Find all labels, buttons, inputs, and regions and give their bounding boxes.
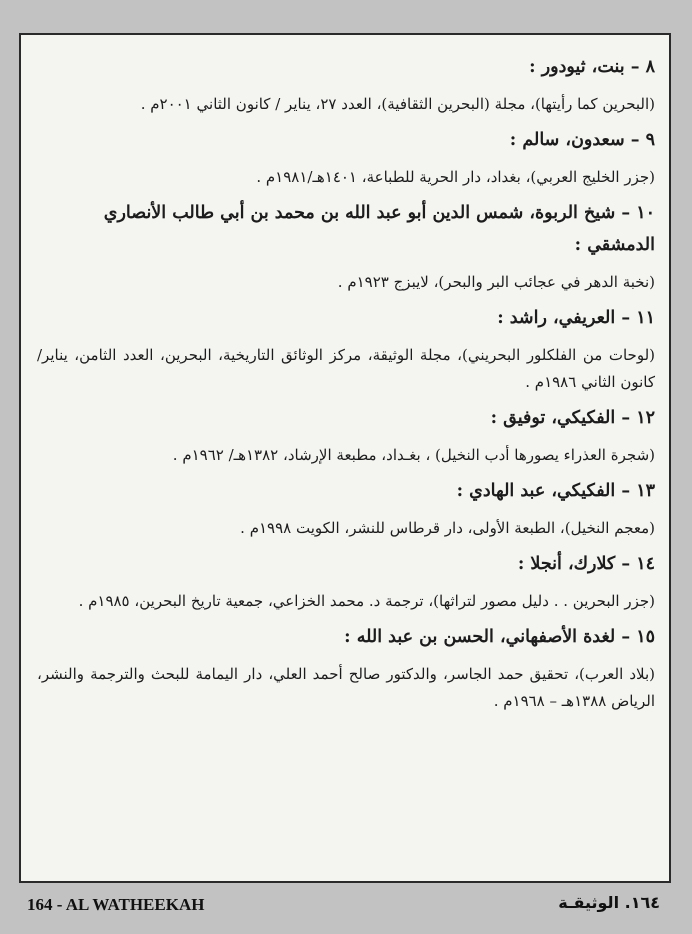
entry-heading: ١٥ – لغدة الأصفهاني، الحسن بن عبد الله : xyxy=(344,627,655,647)
entry-reference: (معجم النخيل)، الطبعة الأولى، دار قرطاس للنشر، الكويت ١٩٩٨م . xyxy=(240,519,655,537)
entry-reference: (البحرين كما رأيتها)، مجلة (البحرين الثقافية)، العدد ٢٧، يناير / كانون الثاني ٢٠٠١م . xyxy=(140,95,655,113)
bibliography-entry-12 xyxy=(37,402,655,469)
page-footer xyxy=(0,887,692,927)
bibliography-entry-11 xyxy=(37,302,655,396)
entry-heading: ٩ – سعدون، سالم : xyxy=(509,130,655,150)
bibliography-entry-9 xyxy=(37,124,655,191)
bibliography-entry-10 xyxy=(37,197,655,296)
entry-heading: ١٤ – كلارك، أنجلا : xyxy=(517,554,655,574)
bibliography-list xyxy=(37,51,655,721)
footer-page-label-latin: 164 - AL WATHEEKAH xyxy=(27,895,205,914)
content-frame xyxy=(19,33,671,883)
footer-page-label-arabic: ١٦٤. الوثيقـة xyxy=(558,893,660,912)
entry-heading: ١٢ – الفكيكي، توفيق : xyxy=(490,408,655,428)
entry-heading: ١١ – العريفي، راشد : xyxy=(497,308,655,328)
entry-heading: ٨ – بنت، ثيودور : xyxy=(529,57,655,77)
entry-reference: (نخبة الدهر في عجائب البر والبحر)، لايبزج ١٩٢٣م . xyxy=(337,273,655,291)
entry-heading: ١٠ – شيخ الربوة، شمس الدين أبو عبد الله بن محمد بن أبي طالب الأنصاري الدمشقي : xyxy=(103,203,655,255)
bibliography-entry-15 xyxy=(37,621,655,715)
bibliography-entry-14 xyxy=(37,548,655,615)
bibliography-entry-8 xyxy=(37,51,655,118)
entry-reference: (بلاد العرب)، تحقيق حمد الجاسر، والدكتور صالح أحمد العلي، دار اليمامة للبحث والترجمة والنشر، الرياض ١٣٨٨هـ – ١٩٦٨م . xyxy=(37,665,655,710)
entry-reference: (شجرة العذراء يصورها أدب النخيل) ، بغـداد، مطبعة الإرشاد، ١٣٨٢هـ/ ١٩٦٢م . xyxy=(172,446,655,464)
bibliography-entry-13 xyxy=(37,475,655,542)
entry-reference: (لوحات من الفلكلور البحريني)، مجلة الوثيقة، مركز الوثائق التاريخية، البحرين، العدد الثامن، يناير/كانون الثاني ١٩٨٦م . xyxy=(37,346,655,391)
entry-reference: (جزر الخليج العربي)، بغداد، دار الحرية للطباعة، ١٤٠١هـ/١٩٨١م . xyxy=(256,168,655,186)
entry-heading: ١٣ – الفكيكي، عبد الهادي : xyxy=(456,481,655,501)
entry-reference: (جزر البحرين . . دليل مصور لتراثها)، ترجمة د. محمد الخزاعي، جمعية تاريخ البحرين، ١٩٨٥م . xyxy=(78,592,655,610)
